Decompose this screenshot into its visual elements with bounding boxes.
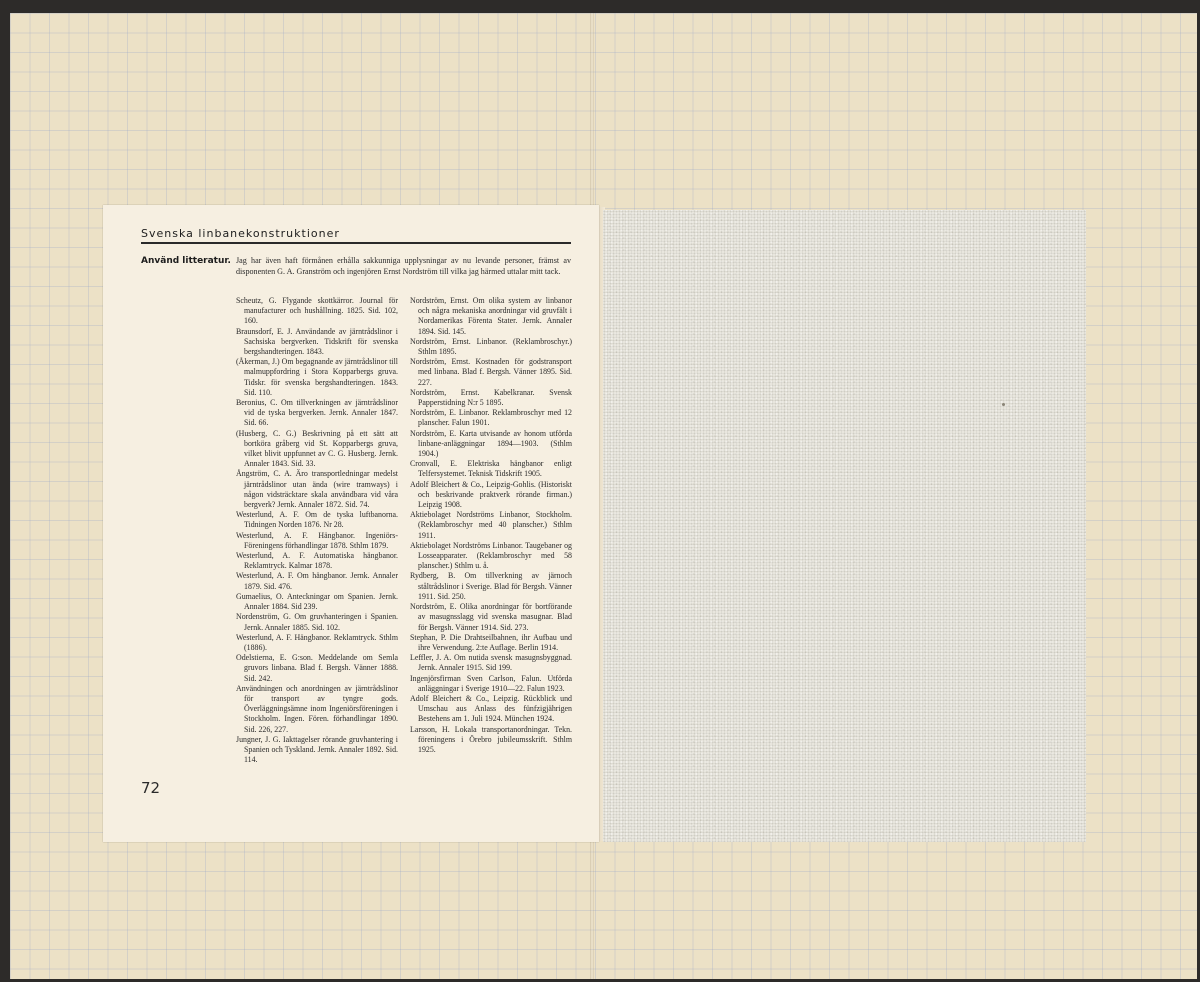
reference-entry: Leffler, J. A. Om nutida svensk masugnsbyggnad. Jernk. Annaler 1915. Sid 199.	[410, 653, 572, 673]
reference-entry: (Husberg, C. G.) Beskrivning på ett sätt att bortköra gråberg vid St. Kopparbergs gruva, vilket blivit uppfunnet av C. G. Husberg. Jernk. Annaler 1843. Sid. 33.	[236, 428, 398, 469]
reference-entry: Larsson, H. Lokala transportanordningar. Tekn. föreningens i Örebro jubileumsskrift. Sthlm 1925.	[410, 724, 572, 754]
reference-entry: Nordström, Ernst. Linbanor. (Reklambroschyr.) Sthlm 1895.	[410, 336, 572, 357]
reference-entry: Stephan, P. Die Drahtseilbahnen, ihr Aufbau und ihre Verwendung. 2:te Auflage. Berlin 1914.	[410, 632, 572, 652]
reference-entry: Adolf Bleichert & Co., Leipzig-Gohlis. (Historiskt och beskrivande praktverk rörande firman.) Leipzig 1908.	[410, 479, 572, 510]
reference-entry: Adolf Bleichert & Co., Leipzig. Rückblick und Umschau aus Anlass des fünfzigjährigen Bestehens am 1. Juli 1924. München 1924.	[410, 693, 572, 724]
reference-entry: Scheutz, G. Flygande skottkärror. Journal för manufacturer och hushållning. 1825. Sid. 102, 160.	[236, 296, 398, 326]
reference-entry: Nordström, Ernst. Om olika system av linbanor och några mekaniska anordningar vid gruvfält i Nordamerikas Förenta Stater. Jernk. Annaler 1894. Sid. 145.	[410, 296, 572, 336]
header-rule	[141, 242, 571, 244]
reference-entry: Aktiebolaget Nordströms Linbanor, Stockholm. (Reklambroschyr med 40 planscher.) Sthlm 1911.	[410, 510, 572, 540]
reference-entry: Cronvall, E. Elektriska hängbanor enligt Telfersystemet. Teknisk Tidskrift 1905.	[410, 459, 572, 479]
reference-entry: Användningen och anordningen av järntrådslinor för transport av tyngre gods. Överläggningsämne inom Ingeniörsföreningen i Stockholm. Ingen. Fören. förhandlingar 1890. Sid. 226, 227.	[236, 683, 398, 734]
reference-entry: Rydberg, B. Om tillverkning av järnoch ståltrådslinor i Sverige. Blad för Bergsh. Vänner 1911. Sid. 250.	[410, 571, 572, 601]
reference-entry: Westerlund, A. F. Automatiska hängbanor. Reklamtryck. Kalmar 1878.	[236, 551, 398, 571]
reference-entry: Nordström, E. Karta utvisande av honom utförda linbane-anläggningar 1894—1903. (Sthlm 1904.)	[410, 428, 572, 459]
reference-entry: Gumaelius, O. Anteckningar om Spanien. Jernk. Annaler 1884. Sid 239.	[236, 591, 398, 612]
reference-entry: Ångström, C. A. Äro transportledningar medelst järntrådslinor utan ända (wire tramways) i någon vidsträcktare skala användbara vid våra bergverk? Jernk. Annaler 1872. Sid. 74.	[236, 469, 398, 510]
paper-speck	[1002, 403, 1005, 406]
section-label: Använd litteratur.	[141, 256, 231, 266]
references-left-column	[236, 296, 398, 765]
book-page	[103, 205, 599, 842]
running-head: Svenska linbanekonstruktioner	[141, 227, 340, 240]
references-right-column	[410, 296, 572, 755]
reference-entry: Odelstierna, E. G:son. Meddelande om Semla gruvors linbana. Blad f. Bergsh. Vänner 1888. Sid. 242.	[236, 653, 398, 683]
reference-entry: Nordström, Ernst. Kabelkranar. Svensk Papperstidning N:r 5 1895.	[410, 387, 572, 408]
reference-entry: (Åkerman, J.) Om begagnande av järntrådslinor till malmuppfordring i Stora Kopparbergs gruva. Tidskr. för svenska bergshandteringen. 1843. Sid. 110.	[236, 357, 398, 397]
intro-paragraph: Jag har även haft förmånen erhålla sakkunniga upplysningar av nu levande personer, främst av disponenten G. A. Granström och ingenjören Ernst Nordström till vilka jag härmed uttalar mitt tack.	[236, 256, 571, 277]
reference-entry: Aktiebolaget Nordströms Linbanor. Taugebaner og Losseapparater. (Reklambroschyr med 58 planscher.) Sthlm u. å.	[410, 540, 572, 571]
reference-entry: Nordström, E. Linbanor. Reklambroschyr med 12 planscher. Falun 1901.	[410, 408, 572, 428]
reference-entry: Braunsdorf, E. J. Användande av järntrådslinor i Sachsiska bergverken. Tidskrift för svenska bergshandteringen. 1843.	[236, 326, 398, 357]
reference-entry: Westerlund, A. F. Hängbanor. Reklamtryck. Sthlm (1886).	[236, 632, 398, 652]
reference-entry: Nordström, Ernst. Kostnaden för godstransport med linbana. Blad f. Bergsh. Vänner 1895. Sid. 227.	[410, 357, 572, 387]
reference-entry: Beronius, C. Om tillverkningen av järntrådslinor vid de tyska bergverken. Jernk. Annaler 1847. Sid. 66.	[236, 398, 398, 428]
reference-entry: Ingenjörsfirman Sven Carlson, Falun. Utförda anläggningar i Sverige 1910—22. Falun 1923.	[410, 673, 572, 693]
textured-facing-page	[603, 210, 1086, 842]
reference-entry: Westerlund, A. F. Om de tyska luftbanorna. Tidningen Norden 1876. Nr 28.	[236, 510, 398, 530]
reference-entry: Jungner, J. G. Iakttagelser rörande gruvhantering i Spanien och Tyskland. Jernk. Annaler 1892. Sid. 114.	[236, 734, 398, 765]
reference-entry: Westerlund, A. F. Hängbanor. Ingeniörs-Föreningens förhandlingar 1878. Sthlm 1879.	[236, 530, 398, 550]
reference-entry: Nordenström, G. Om gruvhanteringen i Spanien. Jernk. Annaler 1885. Sid. 102.	[236, 612, 398, 632]
reference-entry: Nordström, E. Olika anordningar för bortförande av masugnsslagg vid svenska masugnar. Blad för Bergsh. Vänner 1914. Sid. 273.	[410, 602, 572, 632]
reference-entry: Westerlund, A. F. Om hängbanor. Jernk. Annaler 1879. Sid. 476.	[236, 571, 398, 591]
page-number: 72	[141, 779, 161, 797]
